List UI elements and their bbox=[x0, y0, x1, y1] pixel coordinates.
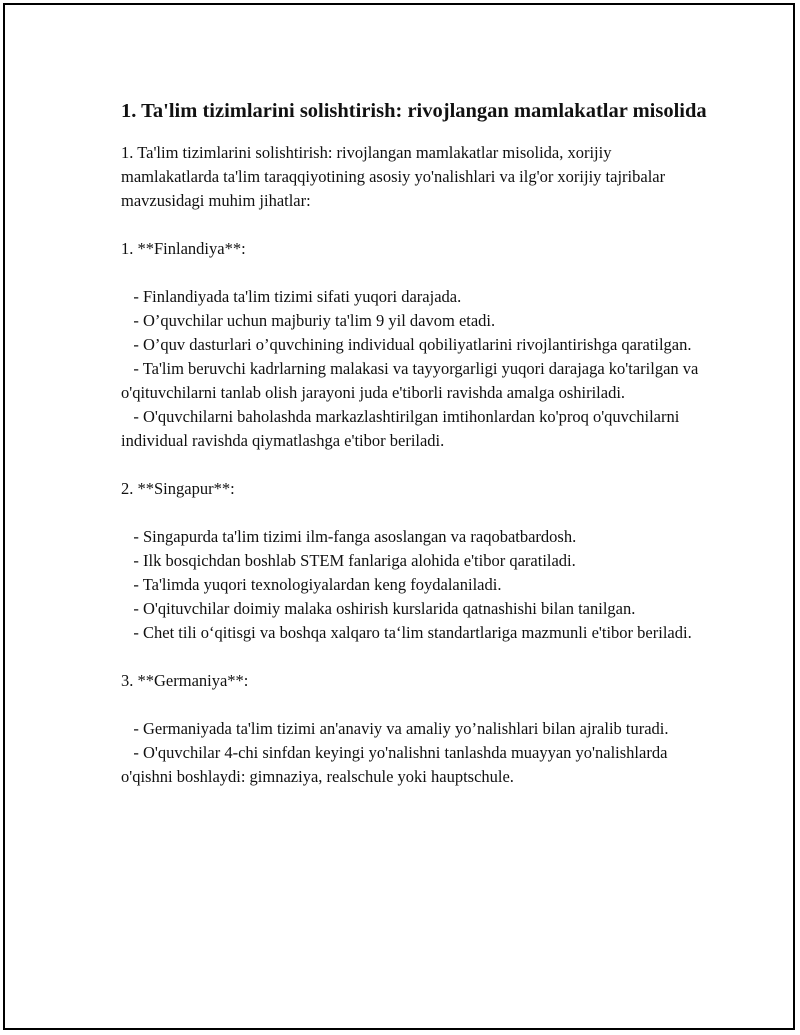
section-heading-finlandiya: 1. **Finlandiya**: bbox=[121, 239, 246, 258]
list-item: - O’quv dasturlari o’quvchining individual qobiliyatlarini rivojlantirishga qaratilgan. bbox=[121, 335, 692, 354]
list-item: - Ta'limda yuqori texnologiyalardan keng foydalaniladi. bbox=[121, 575, 502, 594]
document-content bbox=[121, 97, 711, 789]
list-item: - Ta'lim beruvchi kadrlarning malakasi va tayyorgarligi yuqori darajaga ko'tarilgan va o'qituvchilarni tanlab olish jarayoni juda e'tiborli ravishda amalga oshiriladi. bbox=[121, 359, 703, 402]
spacer bbox=[121, 645, 711, 669]
spacer bbox=[121, 213, 711, 237]
list-item: - O'quvchilarni baholashda markazlashtirilgan imtihonlardan ko'proq o'quvchilarni individual ravishda qiymatlashga e'tibor beriladi. bbox=[121, 407, 684, 450]
section-heading-singapur: 2. **Singapur**: bbox=[121, 479, 235, 498]
document-page bbox=[3, 3, 795, 1030]
spacer bbox=[121, 501, 711, 525]
list-item: - Germaniyada ta'lim tizimi an'anaviy va amaliy yo’nalishlari bilan ajralib turadi. bbox=[121, 719, 669, 738]
spacer bbox=[121, 453, 711, 477]
spacer bbox=[121, 261, 711, 285]
list-item: - O'qituvchilar doimiy malaka oshirish kurslarida qatnashishi bilan tanilgan. bbox=[121, 599, 636, 618]
intro-paragraph: 1. Ta'lim tizimlarini solishtirish: rivojlangan mamlakatlar misolida, xorijiy mamlakatlarda ta'lim taraqqiyotining asosiy yo'nalishlari va ilg'or xorijiy tajribalar mavzusidagi muhim jihatlar: bbox=[121, 143, 670, 210]
spacer bbox=[121, 693, 711, 717]
document-title: 1. Ta'lim tizimlarini solishtirish: rivojlangan mamlakatlar misolida bbox=[121, 100, 707, 122]
list-item: - Ilk bosqichdan boshlab STEM fanlariga alohida e'tibor qaratiladi. bbox=[121, 551, 576, 570]
list-item: - O'quvchilar 4-chi sinfdan keyingi yo'nalishni tanlashda muayyan yo'nalishlarda o'qishni boshlaydi: gimnaziya, realschule yoki hauptschule. bbox=[121, 743, 672, 786]
list-item: - Finlandiyada ta'lim tizimi sifati yuqori darajada. bbox=[121, 287, 462, 306]
list-item: - Singapurda ta'lim tizimi ilm-fanga asoslangan va raqobatbardosh. bbox=[121, 527, 577, 546]
list-item: - Chet tili o‘qitisgi va boshqa xalqaro ta‘lim standartlariga mazmunli e'tibor beriladi. bbox=[121, 623, 692, 642]
list-item: - O’quvchilar uchun majburiy ta'lim 9 yil davom etadi. bbox=[121, 311, 496, 330]
section-heading-germaniya: 3. **Germaniya**: bbox=[121, 671, 249, 690]
